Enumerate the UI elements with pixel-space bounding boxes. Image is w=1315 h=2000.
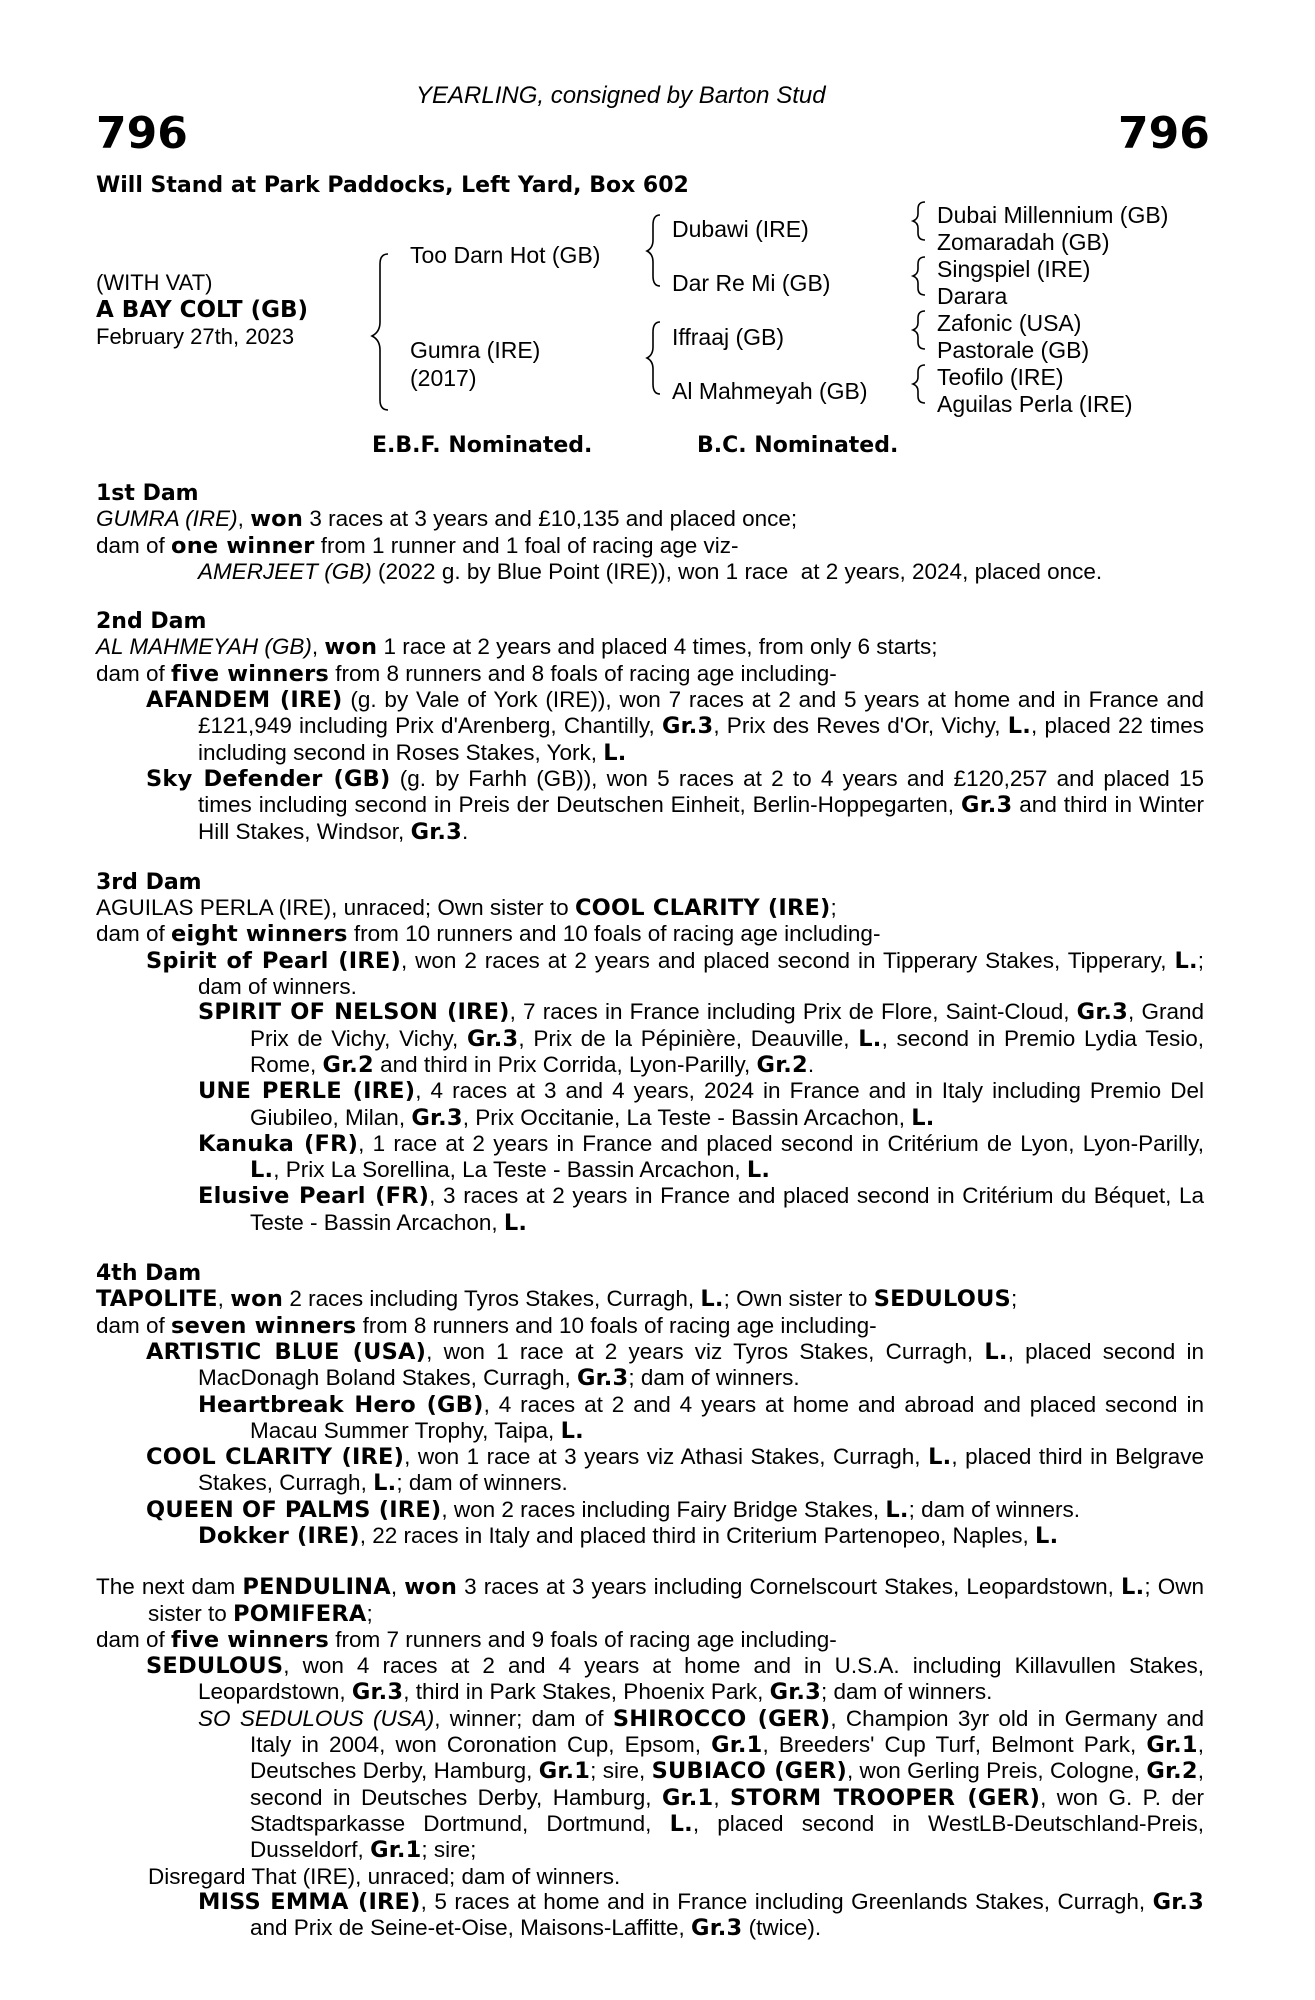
dam-dam: Al Mahmeyah (GB) (672, 378, 868, 404)
dam3-foal-spirit-of-pearl: Spirit of Pearl (IRE), won 2 races at 2 years and placed second in Tipperary Stakes, Tipperary, L.; dam of winners. (146, 947, 1204, 1000)
lot-number-left: 796 (96, 108, 188, 159)
dam2-foal-sky-defender: Sky Defender (GB) (g. by Farhh (GB)), won 5 races at 2 to 4 years and £120,257 and placed 15 times including second in Preis der Deutschen Einheit, Berlin-Hoppegarten, Gr.3 and third in Winter Hill Stakes, Windsor, Gr.3. (146, 765, 1204, 845)
dam4-grandfoal-heartbreak-hero: Heartbreak Hero (GB), 4 races at 2 and 4 years at home and abroad and placed second in Macau Summer Trophy, Taipa, L. (198, 1391, 1204, 1444)
ebf-nomination: E.B.F. Nominated. (372, 433, 593, 458)
dam2-summary: AL MAHMEYAH (GB), won 1 race at 2 years and placed 4 times, from only 6 starts; (96, 634, 938, 661)
vat-note: (WITH VAT) (96, 270, 213, 295)
dam3-grandfoal-spirit-of-nelson: SPIRIT OF NELSON (IRE), 7 races in France including Prix de Flore, Saint-Cloud, Gr.3, Grand Prix de Vichy, Vichy, Gr.3, Prix de la Pépinière, Deauville, L., second in Premio Lydia Tesio, Rome, Gr.2 and third in Prix Corrida, Lyon-Parilly, Gr.2. (198, 999, 1205, 1078)
dam4-grandfoal-dokker: Dokker (IRE), 22 races in Italy and placed third in Criterium Partenopeo, Naples, L. (198, 1522, 1059, 1549)
gen3-8: Aguilas Perla (IRE) (937, 391, 1133, 417)
section-4th-dam: 4th Dam (96, 1261, 202, 1287)
dam4-foal-cool-clarity: COOL CLARITY (IRE), won 1 race at 3 years viz Athasi Stakes, Curragh, L., placed third in Belgrave Stakes, Curragh, L.; dam of winners. (146, 1444, 1204, 1497)
foaling-date: February 27th, 2023 (96, 324, 295, 349)
dam4-foal-queen-of-palms: QUEEN OF PALMS (IRE), won 2 races including Fairy Bridge Stakes, L.; dam of winners. (146, 1496, 1080, 1523)
next-dam-summary: The next dam PENDULINA, won 3 races at 3 years including Cornelscourt Stakes, Leopardstown, L.; Own sister to POMIFERA; (96, 1574, 1204, 1627)
section-3rd-dam: 3rd Dam (96, 869, 202, 895)
gen3-2: Zomaradah (GB) (937, 229, 1110, 255)
next-dam-foal-sedulous: SEDULOUS, won 4 races at 2 and 4 years at home and in U.S.A. including Killavullen Stakes, Leopardstown, Gr.3, third in Park Stakes, Phoenix Park, Gr.3; dam of winners. (146, 1653, 1204, 1706)
dam3-grandfoal-kanuka: Kanuka (FR), 1 race at 2 years in France and placed second in Critérium de Lyon, Lyon-Parilly, L., Prix La Sorellina, La Teste - Bassin Arcachon, L. (198, 1130, 1204, 1184)
next-dam-foal-disregard-that: Disregard That (IRE), unraced; dam of winners. (148, 1863, 621, 1889)
next-dam-grandfoal-so-sedulous: SO SEDULOUS (USA), winner; dam of SHIROCCO (GER), Champion 3yr old in Germany and Italy in 2004, won Coronation Cup, Epsom, Gr.1, Breeders' Cup Turf, Belmont Park, Gr.1, Deutsches Derby, Hamburg, Gr.1; sire, SUBIACO (GER), won Gerling Preis, Cologne, Gr.2, second in Deutsches Derby, Hamburg, Gr.1, STORM TROOPER (GER), won G. P. der Stadtsparkasse Dortmund, Dortmund, L., placed second in WestLB-Deutschland-Preis, Dusseldorf, Gr.1; sire; (198, 1705, 1205, 1864)
dam1-summary: GUMRA (IRE), won 3 races at 3 years and £10,135 and placed once; (96, 506, 798, 533)
horse-name: A BAY COLT (GB) (96, 297, 309, 323)
section-1st-dam: 1st Dam (96, 481, 199, 506)
dam4-summary: TAPOLITE, won 2 races including Tyros Stakes, Curragh, L.; Own sister to SEDULOUS; (96, 1286, 1018, 1313)
stand-location: Will Stand at Park Paddocks, Left Yard, Box 602 (96, 173, 689, 198)
dam-sire: Iffraaj (GB) (672, 324, 785, 350)
dam3-summary: AGUILAS PERLA (IRE), unraced; Own sister to COOL CLARITY (IRE); (96, 895, 837, 922)
catalogue-body (96, 481, 1204, 1941)
dam3-produce: dam of eight winners from 10 runners and 10 foals of racing age including- (96, 921, 881, 948)
gen3-3: Singspiel (IRE) (937, 256, 1091, 282)
dam2-produce: dam of five winners from 8 runners and 8 foals of racing age including- (96, 660, 837, 687)
sire-dam: Dar Re Mi (GB) (672, 270, 831, 296)
section-2nd-dam: 2nd Dam (96, 609, 207, 635)
next-dam-grandfoal-miss-emma: MISS EMMA (IRE), 5 races at home and in France including Greenlands Stakes, Curragh, Gr.3 and Prix de Seine-et-Oise, Maisons-Laffitte, Gr.3 (twice). (198, 1888, 1204, 1942)
sire-sire: Dubawi (IRE) (672, 216, 809, 242)
sire-name: Too Darn Hot (GB) (410, 242, 601, 268)
dam1-produce: dam of one winner from 1 runner and 1 foal of racing age viz- (96, 532, 739, 559)
gen3-6: Pastorale (GB) (937, 337, 1090, 363)
next-dam-produce: dam of five winners from 7 runners and 9 foals of racing age including- (96, 1626, 837, 1653)
gen3-7: Teofilo (IRE) (937, 364, 1064, 390)
bc-nomination: B.C. Nominated. (697, 433, 899, 458)
lot-number-right: 796 (1118, 108, 1210, 159)
dam4-produce: dam of seven winners from 8 runners and 10 foals of racing age including- (96, 1312, 877, 1339)
dam4-foal-artistic-blue: ARTISTIC BLUE (USA), won 1 race at 2 years viz Tyros Stakes, Curragh, L., placed second in MacDonagh Boland Stakes, Curragh, Gr.3; dam of winners. (146, 1338, 1204, 1392)
dam3-grandfoal-une-perle: UNE PERLE (IRE), 4 races at 3 and 4 years, 2024 in France and in Italy including Premio Del Giubileo, Milan, Gr.3, Prix Occitanie, La Teste - Bassin Arcachon, L. (198, 1078, 1204, 1131)
dam3-grandfoal-elusive-pearl: Elusive Pearl (FR), 3 races at 2 years in France and placed second in Critérium du Béquet, La Teste - Bassin Arcachon, L. (198, 1183, 1205, 1236)
gen3-4: Darara (937, 283, 1008, 309)
dam-name: Gumra (IRE) (410, 337, 541, 363)
gen3-5: Zafonic (USA) (937, 310, 1082, 336)
dam2-foal-afandem: AFANDEM (IRE) (g. by Vale of York (IRE)), won 7 races at 2 and 5 years at home and in France and £121,949 including Prix d'Arenberg, Chantilly, Gr.3, Prix des Reves d'Or, Vichy, L., placed 22 times including second in Roses Stakes, York, L. (146, 687, 1205, 766)
dam-foaled-year: (2017) (410, 365, 477, 391)
dam1-foal: AMERJEET (GB) (2022 g. by Blue Point (IRE)), won 1 race at 2 years, 2024, placed once. (198, 558, 1103, 584)
gen3-1: Dubai Millennium (GB) (937, 202, 1169, 228)
catalogue-subtitle: YEARLING, consigned by Barton Stud (416, 82, 826, 109)
